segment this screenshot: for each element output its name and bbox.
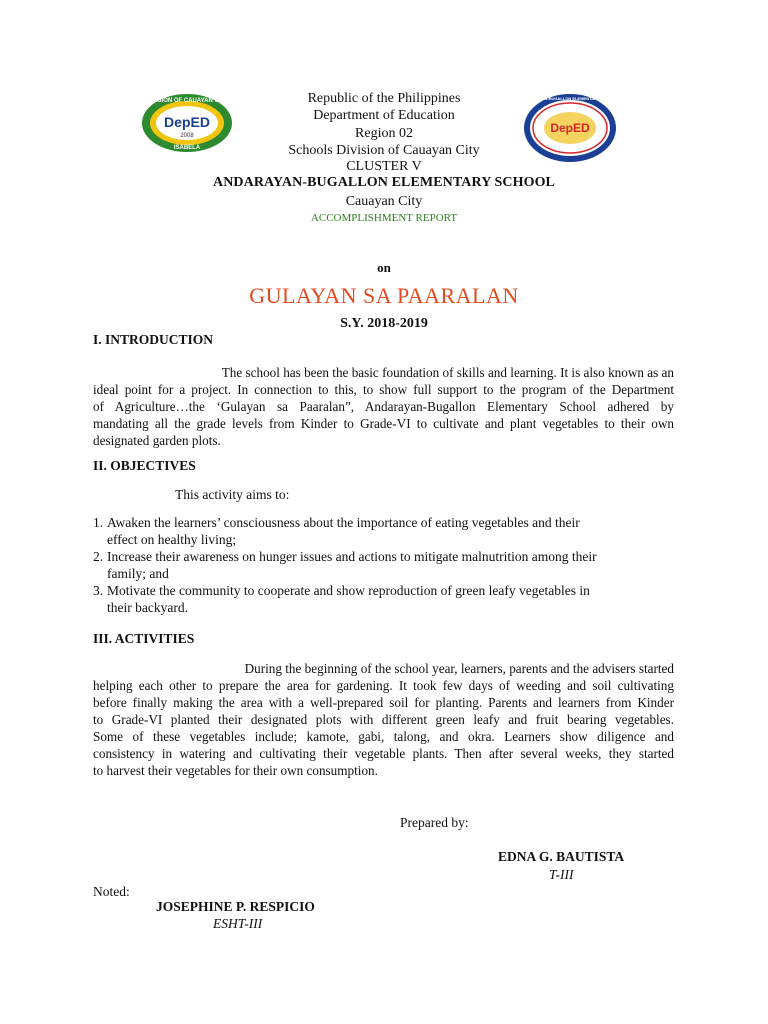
school-year: S.Y. 2018-2019 (340, 316, 428, 331)
introduction-line-2: ideal point for a project. In connection to this, to show full support to the program of the Department (93, 382, 674, 397)
right-logo-outer-text: ANDARAYAN-BUGALLON ELEMENTARY SCHOOL (522, 96, 618, 101)
introduction-heading: I. INTRODUCTION (93, 332, 214, 347)
introduction-line-1: The school has been the basic foundation of skills and learning. It is also known as an (221, 365, 674, 380)
activities-heading: III. ACTIVITIES (93, 631, 195, 646)
objective-number: 1. (93, 515, 104, 530)
objectives-heading: II. OBJECTIVES (93, 458, 196, 473)
objective-number: 2. (93, 549, 104, 564)
noter-title: ESHT-III (213, 916, 263, 931)
header-line-division: Schools Division of Cauayan City (288, 143, 480, 158)
activities-line-2: helping each other to prepare the area for gardening. It took few days of weeding and soil cultivating (93, 678, 674, 693)
header-line-cluster: CLUSTER V (346, 159, 422, 174)
objective-number: 3. (93, 583, 104, 598)
noter-name: JOSEPHINE P. RESPICIO (156, 899, 315, 914)
objective-text: Motivate the community to cooperate and show reproduction of green leafy vegetables in (107, 583, 590, 598)
header-line-republic: Republic of the Philippines (307, 91, 461, 106)
objective-text-continued: their backyard. (107, 600, 188, 615)
objective-text-continued: family; and (107, 566, 169, 581)
prepared-by-label: Prepared by: (400, 815, 469, 830)
activities-line-5: Some of these vegetables include; kamote, gabi, talong, and okra. Learners show diligence and (93, 729, 674, 744)
introduction-line-4: mandating all the grade levels from Kinder to Grade-VI to cultivate and plant vegetables to their own (93, 416, 674, 431)
activities-line-4: to Grade-VI planted their designated plots with different green leafy and fruit bearing vegetables. (93, 712, 674, 727)
left-logo-bottom-text: ISABELA (173, 145, 201, 151)
objectives-intro: This activity aims to: (175, 487, 290, 502)
report-label: ACCOMPLISHMENT REPORT (310, 212, 458, 224)
left-logo-outer-text: DIVISION OF CAUAYAN CITY (145, 98, 229, 104)
left-logo-center-text: DepED (164, 114, 210, 130)
on-label: on (377, 260, 391, 275)
objective-text-continued: effect on healthy living; (107, 532, 237, 547)
city-name: Cauayan City (345, 194, 423, 209)
noted-label: Noted: (93, 884, 130, 899)
header-line-region: Region 02 (355, 126, 413, 141)
objective-item-1 (93, 514, 693, 548)
objective-item-2 (93, 548, 693, 582)
objective-item-3 (93, 582, 693, 616)
preparer-name: EDNA G. BAUTISTA (498, 849, 625, 864)
objective-text: Increase their awareness on hunger issues and actions to mitigate malnutrition among their (107, 549, 597, 564)
introduction-line-5: designated garden plots. (93, 433, 221, 448)
introduction-line-3: of Agriculture…the ‘Gulayan sa Paaralan”, Andarayan-Bugallon Elementary School adhered by (93, 399, 674, 414)
activities-line-7: to harvest their vegetables for their own consumption. (93, 763, 378, 778)
activities-line-6: consistency in watering and cultivating their vegetable plants. Then after several weeks, they started (93, 746, 674, 761)
school-name: ANDARAYAN-BUGALLON ELEMENTARY SCHOOL (212, 175, 555, 190)
activities-line-1: During the beginning of the school year, learners, parents and the advisers started (244, 661, 674, 676)
objective-text: Awaken the learners’ consciousness about the importance of eating vegetables and their (107, 515, 580, 530)
right-logo-center-text: DepED (550, 121, 590, 135)
document-title: GULAYAN SA PAARALAN (249, 283, 519, 308)
preparer-title: T-III (549, 867, 574, 882)
activities-line-3: before finally making the area with a well-prepared soil for planting. Parents and learners from Kinder (93, 695, 674, 710)
header-line-deped: Department of Education (313, 108, 455, 123)
left-logo-year: 2008 (180, 133, 194, 139)
